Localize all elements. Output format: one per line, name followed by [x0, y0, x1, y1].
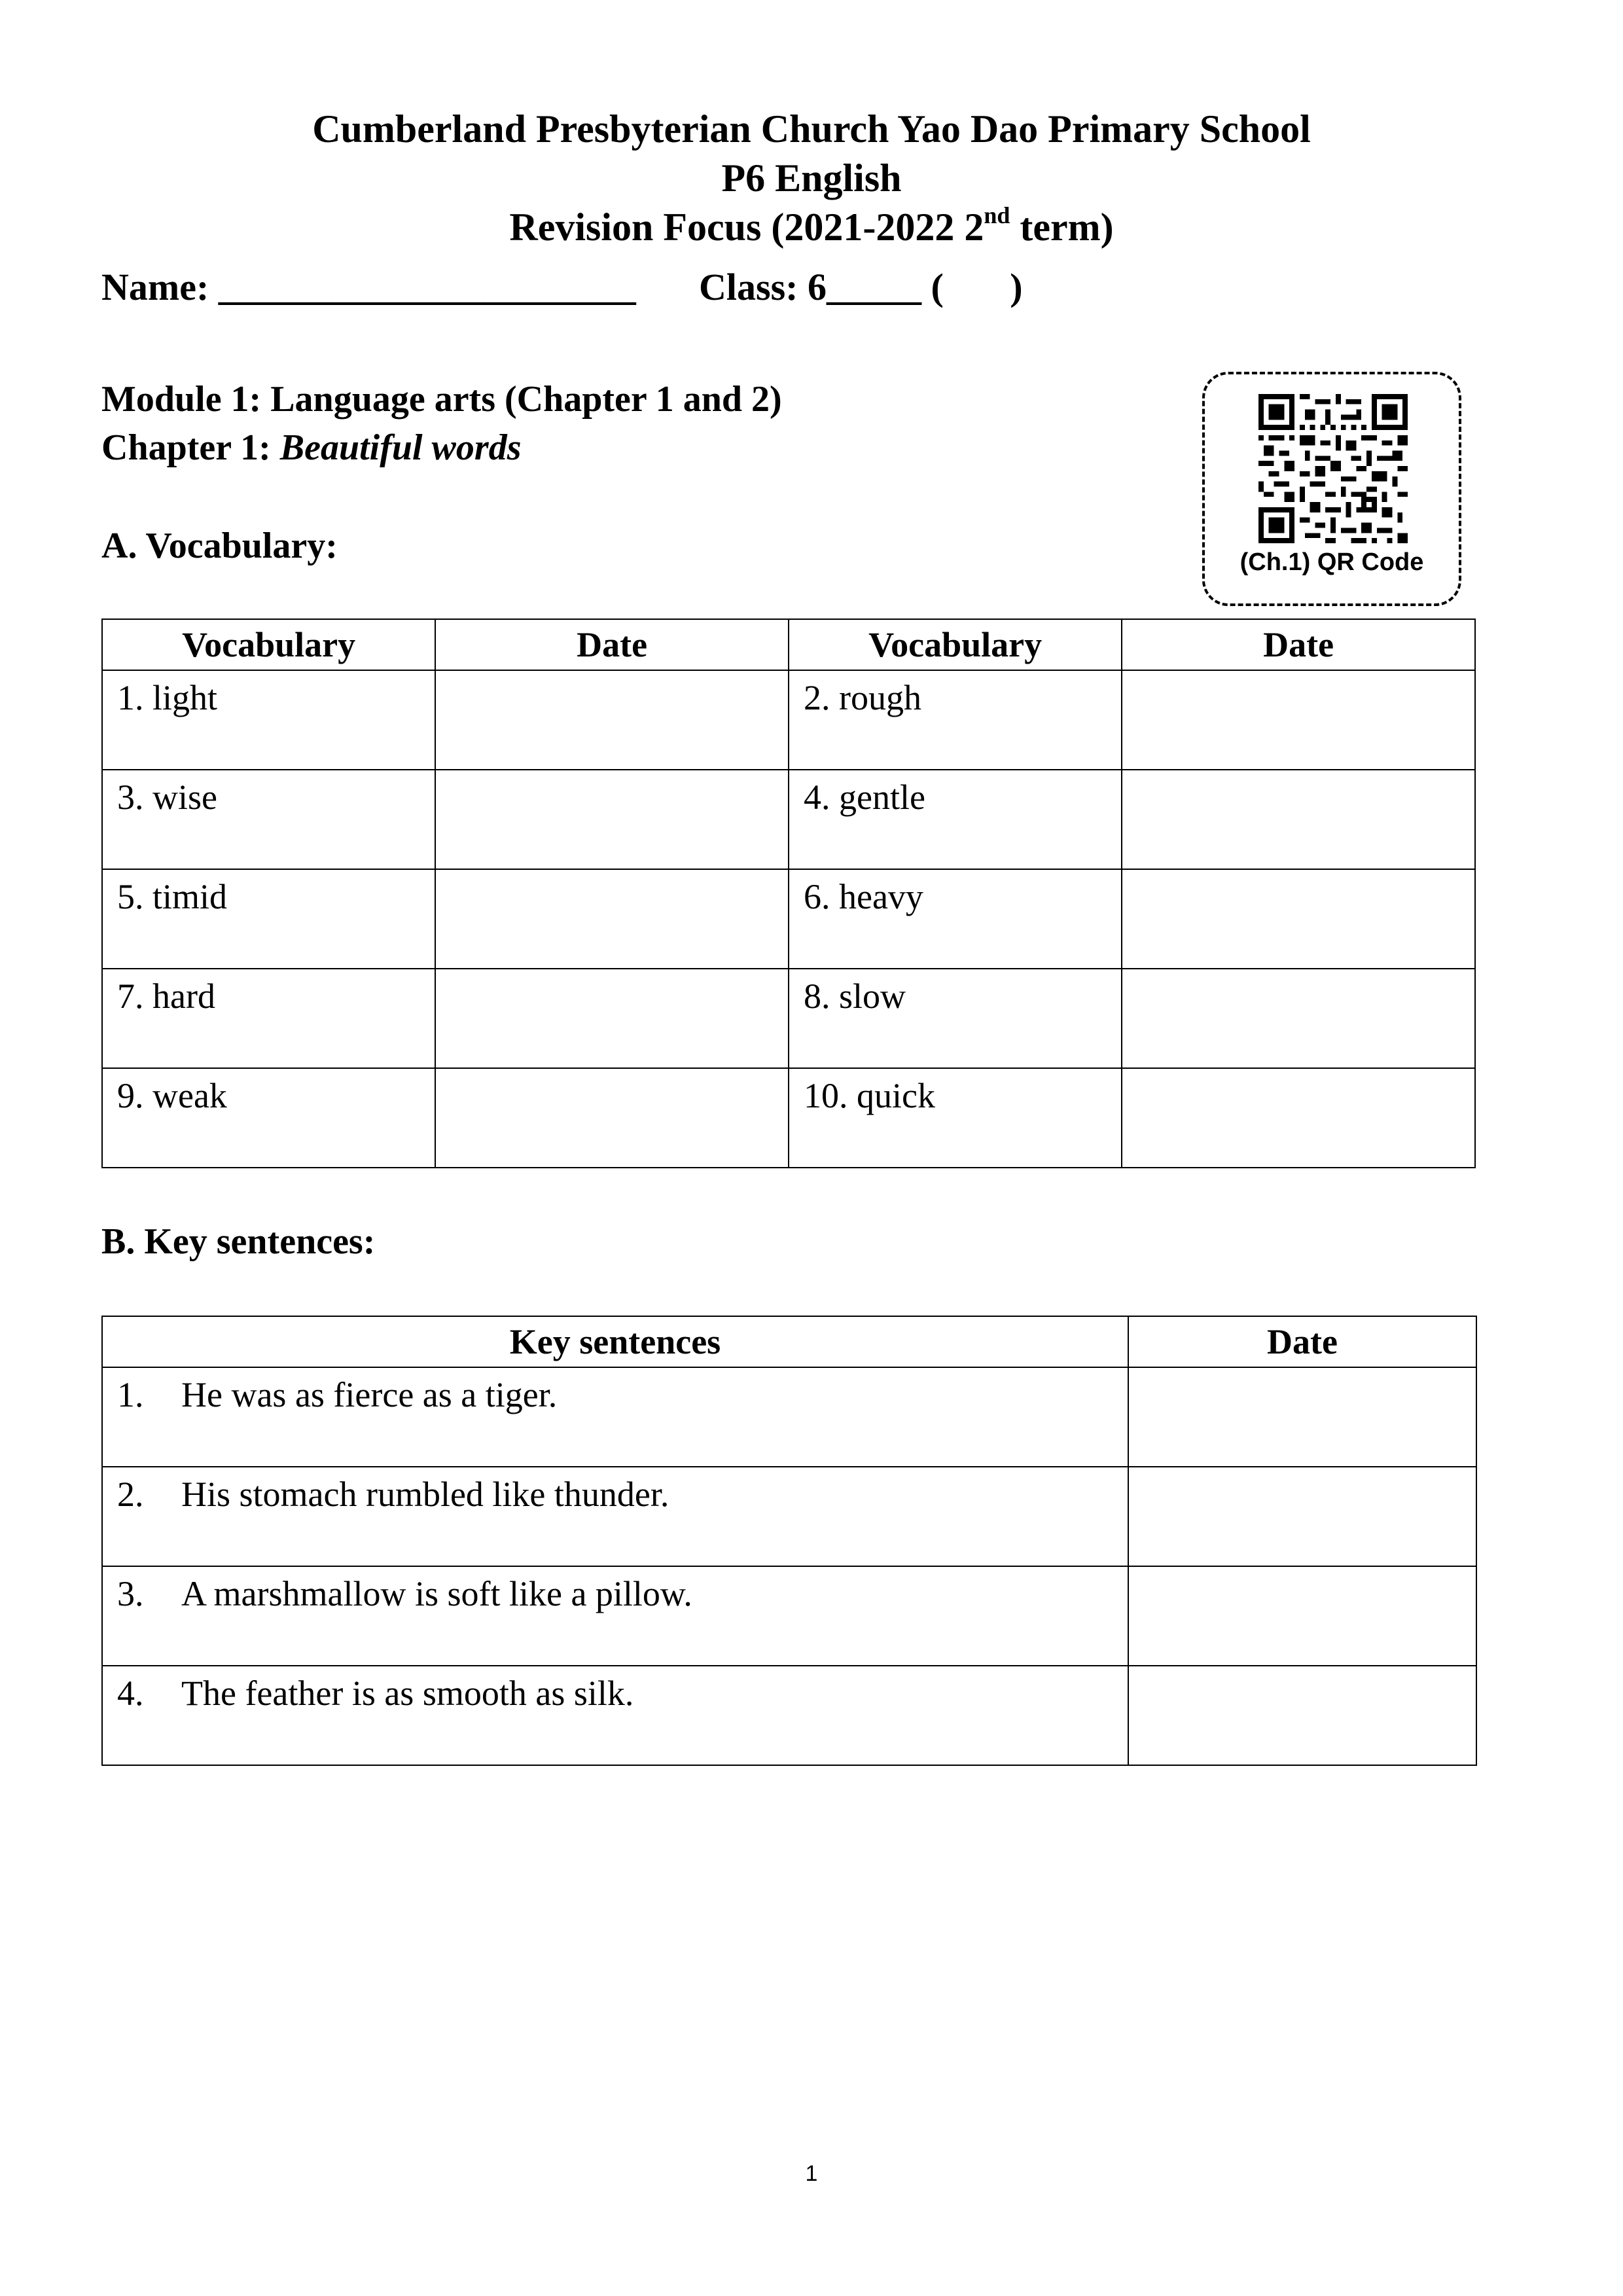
vocab-cell [102, 869, 435, 969]
sentence-number: 2. [117, 1475, 144, 1514]
date-cell[interactable] [1122, 670, 1475, 770]
vocab-word: 5. timid [117, 877, 228, 916]
date-cell[interactable] [435, 869, 789, 969]
date-cell[interactable] [435, 770, 789, 869]
key-sentences-table [101, 1316, 1477, 1766]
vocab-word: 8. slow [803, 977, 906, 1016]
date-cell[interactable] [1122, 969, 1475, 1068]
vocab-word: 3. wise [117, 778, 217, 817]
chapter-title: Beautiful words [279, 427, 522, 468]
date-cell[interactable] [1128, 1367, 1476, 1467]
key-sentences-heading: B. Key sentences: [101, 1221, 376, 1262]
school-name: Cumberland Presbyterian Church Yao Dao Primary School [312, 107, 1311, 151]
column-header: Vocabulary [102, 619, 435, 670]
name-field[interactable]: Name: ______________________ [101, 266, 636, 308]
date-cell[interactable] [1122, 770, 1475, 869]
vocab-word: 7. hard [117, 977, 215, 1016]
vocab-cell [789, 1068, 1122, 1168]
sentence-number: 4. [117, 1674, 144, 1713]
vocab-word: 6. heavy [803, 877, 923, 916]
sentence-text: A marshmallow is soft like a pillow. [181, 1574, 692, 1613]
sentence-number: 3. [117, 1574, 144, 1613]
date-cell[interactable] [435, 670, 789, 770]
sentence-cell [102, 1566, 1128, 1666]
column-header: Key sentences [102, 1316, 1128, 1367]
date-cell[interactable] [1128, 1666, 1476, 1765]
vocab-word: 10. quick [803, 1076, 935, 1115]
module-heading: Module 1: Language arts (Chapter 1 and 2) [101, 379, 782, 420]
sentence-number: 1. [117, 1375, 144, 1414]
revision-title-prefix: Revision Focus (2021-2022 2 [509, 206, 984, 249]
revision-title-suffix: term) [1010, 206, 1114, 249]
vocab-word: 2. rough [803, 678, 921, 717]
sentence-cell [102, 1467, 1128, 1566]
qr-caption: (Ch.1) QR Code [1240, 548, 1424, 576]
vocab-word: 4. gentle [803, 778, 925, 817]
page-number: 1 [805, 2161, 818, 2186]
subject-title: P6 English [721, 156, 902, 200]
table-row [102, 1467, 1476, 1566]
table-row [102, 869, 1475, 969]
vocab-cell [789, 770, 1122, 869]
ordinal-suffix: nd [984, 202, 1010, 228]
vocab-cell [102, 969, 435, 1068]
table-header-row [102, 1316, 1476, 1367]
revision-title [0, 203, 1623, 257]
vocab-cell [102, 770, 435, 869]
vocabulary-heading: A. Vocabulary: [101, 526, 338, 566]
date-cell[interactable] [1128, 1467, 1476, 1566]
sentence-cell [102, 1666, 1128, 1765]
table-row [102, 670, 1475, 770]
table-header-row [102, 619, 1475, 670]
vocab-word: 9. weak [117, 1076, 227, 1115]
date-cell[interactable] [435, 1068, 789, 1168]
table-row [102, 1367, 1476, 1467]
date-cell[interactable] [1122, 869, 1475, 969]
vocab-cell [789, 869, 1122, 969]
vocabulary-table [101, 619, 1476, 1168]
table-row [102, 1068, 1475, 1168]
column-header: Date [1128, 1316, 1476, 1367]
table-row [102, 1566, 1476, 1666]
chapter-heading [101, 427, 522, 469]
sentence-text: He was as fierce as a tiger. [181, 1375, 558, 1414]
vocab-cell [789, 969, 1122, 1068]
qr-code-icon[interactable] [1258, 394, 1408, 543]
date-cell[interactable] [1128, 1566, 1476, 1666]
sentence-cell [102, 1367, 1128, 1467]
column-header: Date [435, 619, 789, 670]
chapter-label: Chapter 1: [101, 427, 280, 468]
date-cell[interactable] [1122, 1068, 1475, 1168]
class-field[interactable]: Class: 6_____ ( ) [699, 266, 1023, 308]
table-row [102, 969, 1475, 1068]
sentence-text: The feather is as smooth as silk. [181, 1674, 634, 1713]
vocab-cell [102, 1068, 435, 1168]
table-row [102, 770, 1475, 869]
qr-code-box[interactable] [1202, 372, 1461, 606]
vocab-cell [789, 670, 1122, 770]
vocab-word: 1. light [117, 678, 218, 717]
table-row [102, 1666, 1476, 1765]
sentence-text: His stomach rumbled like thunder. [181, 1475, 669, 1514]
date-cell[interactable] [435, 969, 789, 1068]
column-header: Date [1122, 619, 1475, 670]
column-header: Vocabulary [789, 619, 1122, 670]
vocab-cell [102, 670, 435, 770]
